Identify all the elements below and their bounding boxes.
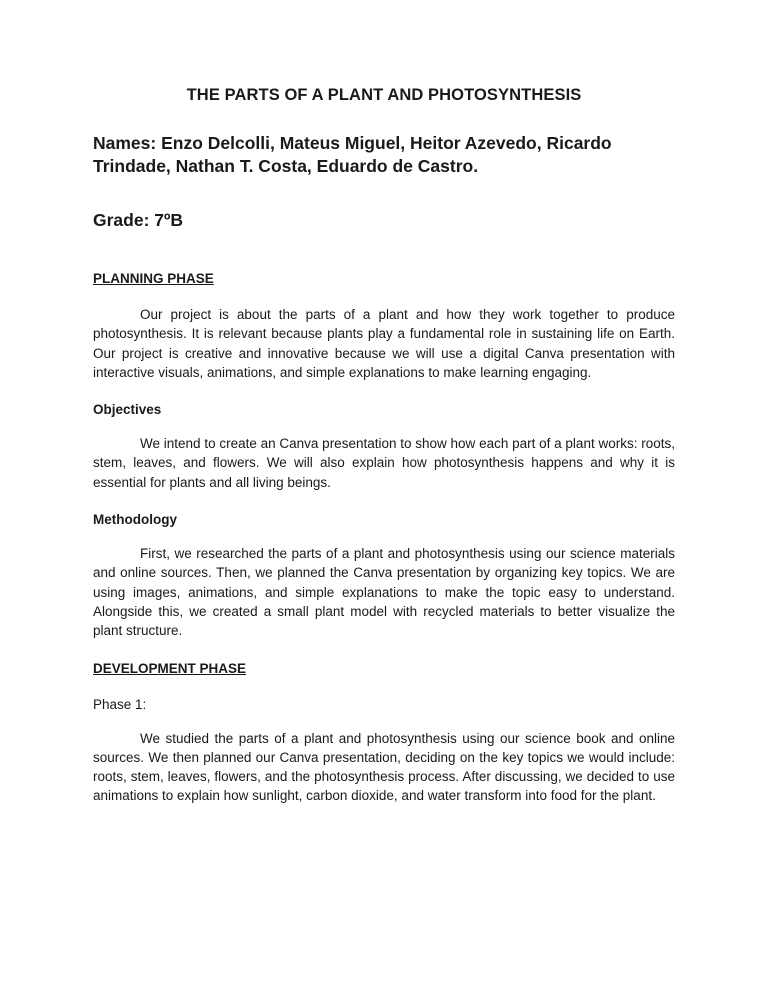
phase-1-label: Phase 1: (93, 696, 147, 712)
development-phase-heading: DEVELOPMENT PHASE (93, 660, 247, 676)
methodology-heading: Methodology (93, 512, 177, 528)
planning-intro-paragraph: Our project is about the parts of a plant and how they work together to produce photosynthesis. It is relevant because plants play a fundamental role in sustaining life on Earth. Our project is creative and innovative because we will use a digital Canva presentation with interactive visuals, animations, and simple explanations to make learning engaging. (93, 307, 675, 380)
document-title: THE PARTS OF A PLANT AND PHOTOSYNTHESIS (186, 86, 582, 104)
phase-1-paragraph: We studied the parts of a plant and photosynthesis using our science book and online sources. We then planned our Canva presentation, deciding on the key topics we would include: roots, stem, leaves, flowers, and the photosynthesis process. After discussing, we decided to use animations to explain how sunlight, carbon dioxide, and water transform into food for the plant. (93, 730, 675, 804)
objectives-paragraph: We intend to create an Canva presentation to show how each part of a plant works: roots, stem, leaves, and flowers. We will also explain how photosynthesis happens and why it is essential for plants and all living beings. (93, 436, 675, 490)
methodology-paragraph: First, we researched the parts of a plant and photosynthesis using our science materials and online sources. Then, we planned the Canva presentation by organizing key topics. We are using images, animations, and simple explanations to make the topic easy to understand. Alongside this, we created a small plant model with recycled materials to better visualize the plant structure. (93, 546, 675, 639)
objectives-heading: Objectives (93, 402, 162, 418)
planning-phase-heading: PLANNING PHASE (93, 271, 214, 286)
student-names: Names: Enzo Delcolli, Mateus Miguel, Heitor Azevedo, Ricardo Trindade, Nathan T. Costa, Eduardo de Castro. (93, 133, 612, 176)
grade-label: Grade: 7ºB (93, 210, 184, 230)
document-body (93, 84, 675, 824)
